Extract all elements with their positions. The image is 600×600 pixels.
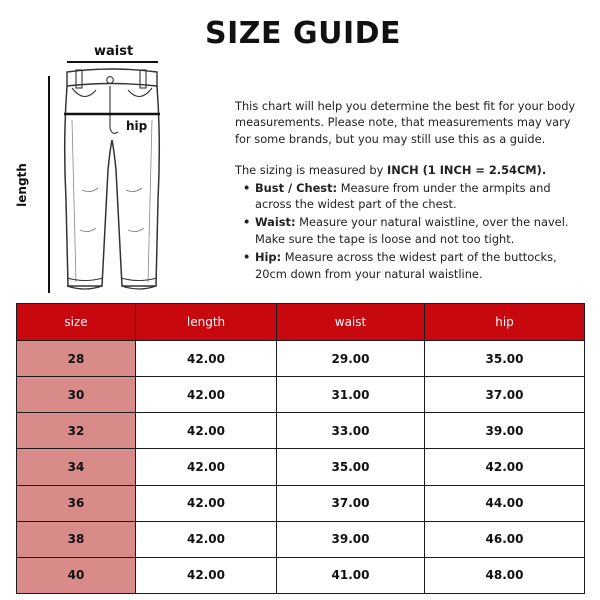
hip-cell: 48.00 bbox=[425, 557, 585, 593]
length-cell: 42.00 bbox=[136, 341, 277, 377]
bullet-waist bbox=[241, 214, 585, 247]
waist-cell: 33.00 bbox=[277, 413, 425, 449]
size-cell: 38 bbox=[17, 521, 136, 557]
table-row bbox=[17, 485, 585, 521]
table-row bbox=[17, 521, 585, 557]
length-cell: 42.00 bbox=[136, 377, 277, 413]
measurement-list bbox=[241, 180, 585, 282]
hip-cell: 42.00 bbox=[425, 449, 585, 485]
hip-cell: 35.00 bbox=[425, 341, 585, 377]
table-row bbox=[17, 377, 585, 413]
bullet-text: Measure your natural waistline, over the navel. Make sure the tape is loose and not too tight. bbox=[255, 215, 569, 246]
size-cell: 30 bbox=[17, 377, 136, 413]
bullet-term: Hip: bbox=[255, 250, 282, 265]
description bbox=[235, 98, 585, 284]
length-cell: 42.00 bbox=[136, 485, 277, 521]
unit-value: INCH (1 INCH = 2.54CM). bbox=[386, 163, 547, 178]
jeans-diagram bbox=[0, 0, 220, 300]
length-cell: 42.00 bbox=[136, 521, 277, 557]
header-waist: waist bbox=[277, 304, 425, 341]
bullet-hip bbox=[241, 249, 585, 282]
bullet-term: Waist: bbox=[255, 215, 296, 230]
hip-label: hip bbox=[126, 119, 148, 133]
header-hip: hip bbox=[425, 304, 585, 341]
table-row bbox=[17, 413, 585, 449]
table-row bbox=[17, 557, 585, 593]
bullet-text: Measure across the widest part of the buttocks, 20cm down from your natural waistline. bbox=[255, 250, 557, 281]
size-cell: 28 bbox=[17, 341, 136, 377]
size-cell: 40 bbox=[17, 557, 136, 593]
hip-cell: 46.00 bbox=[425, 521, 585, 557]
length-cell: 42.00 bbox=[136, 557, 277, 593]
waist-cell: 41.00 bbox=[277, 557, 425, 593]
waist-cell: 37.00 bbox=[277, 485, 425, 521]
size-cell: 36 bbox=[17, 485, 136, 521]
table-row bbox=[17, 449, 585, 485]
waist-cell: 31.00 bbox=[277, 377, 425, 413]
waist-label: waist bbox=[94, 44, 134, 59]
length-label: length bbox=[15, 163, 29, 207]
waist-cell: 35.00 bbox=[277, 449, 425, 485]
size-cell: 34 bbox=[17, 449, 136, 485]
table-row bbox=[17, 341, 585, 377]
length-cell: 42.00 bbox=[136, 449, 277, 485]
unit-prefix: The sizing is measured by bbox=[235, 163, 387, 178]
table-header-row bbox=[17, 304, 585, 341]
size-table bbox=[16, 303, 585, 594]
waist-cell: 39.00 bbox=[277, 521, 425, 557]
unit-note bbox=[235, 162, 585, 178]
hip-cell: 44.00 bbox=[425, 485, 585, 521]
length-cell: 42.00 bbox=[136, 413, 277, 449]
hip-cell: 37.00 bbox=[425, 377, 585, 413]
header-size: size bbox=[17, 304, 136, 341]
size-cell: 32 bbox=[17, 413, 136, 449]
waist-cell: 29.00 bbox=[277, 341, 425, 377]
header-length: length bbox=[136, 304, 277, 341]
bullet-bust bbox=[241, 180, 585, 213]
bullet-term: Bust / Chest: bbox=[255, 180, 338, 195]
intro-text: This chart will help you determine the best fit for your body measurements. Please note, that measurements may vary for some brands, but you may still use this as a guide. bbox=[235, 99, 576, 146]
page-title: SIZE GUIDE bbox=[205, 16, 402, 51]
bullet-text: Measure from under the armpits and across the widest part of the chest. bbox=[255, 180, 551, 212]
hip-cell: 39.00 bbox=[425, 413, 585, 449]
